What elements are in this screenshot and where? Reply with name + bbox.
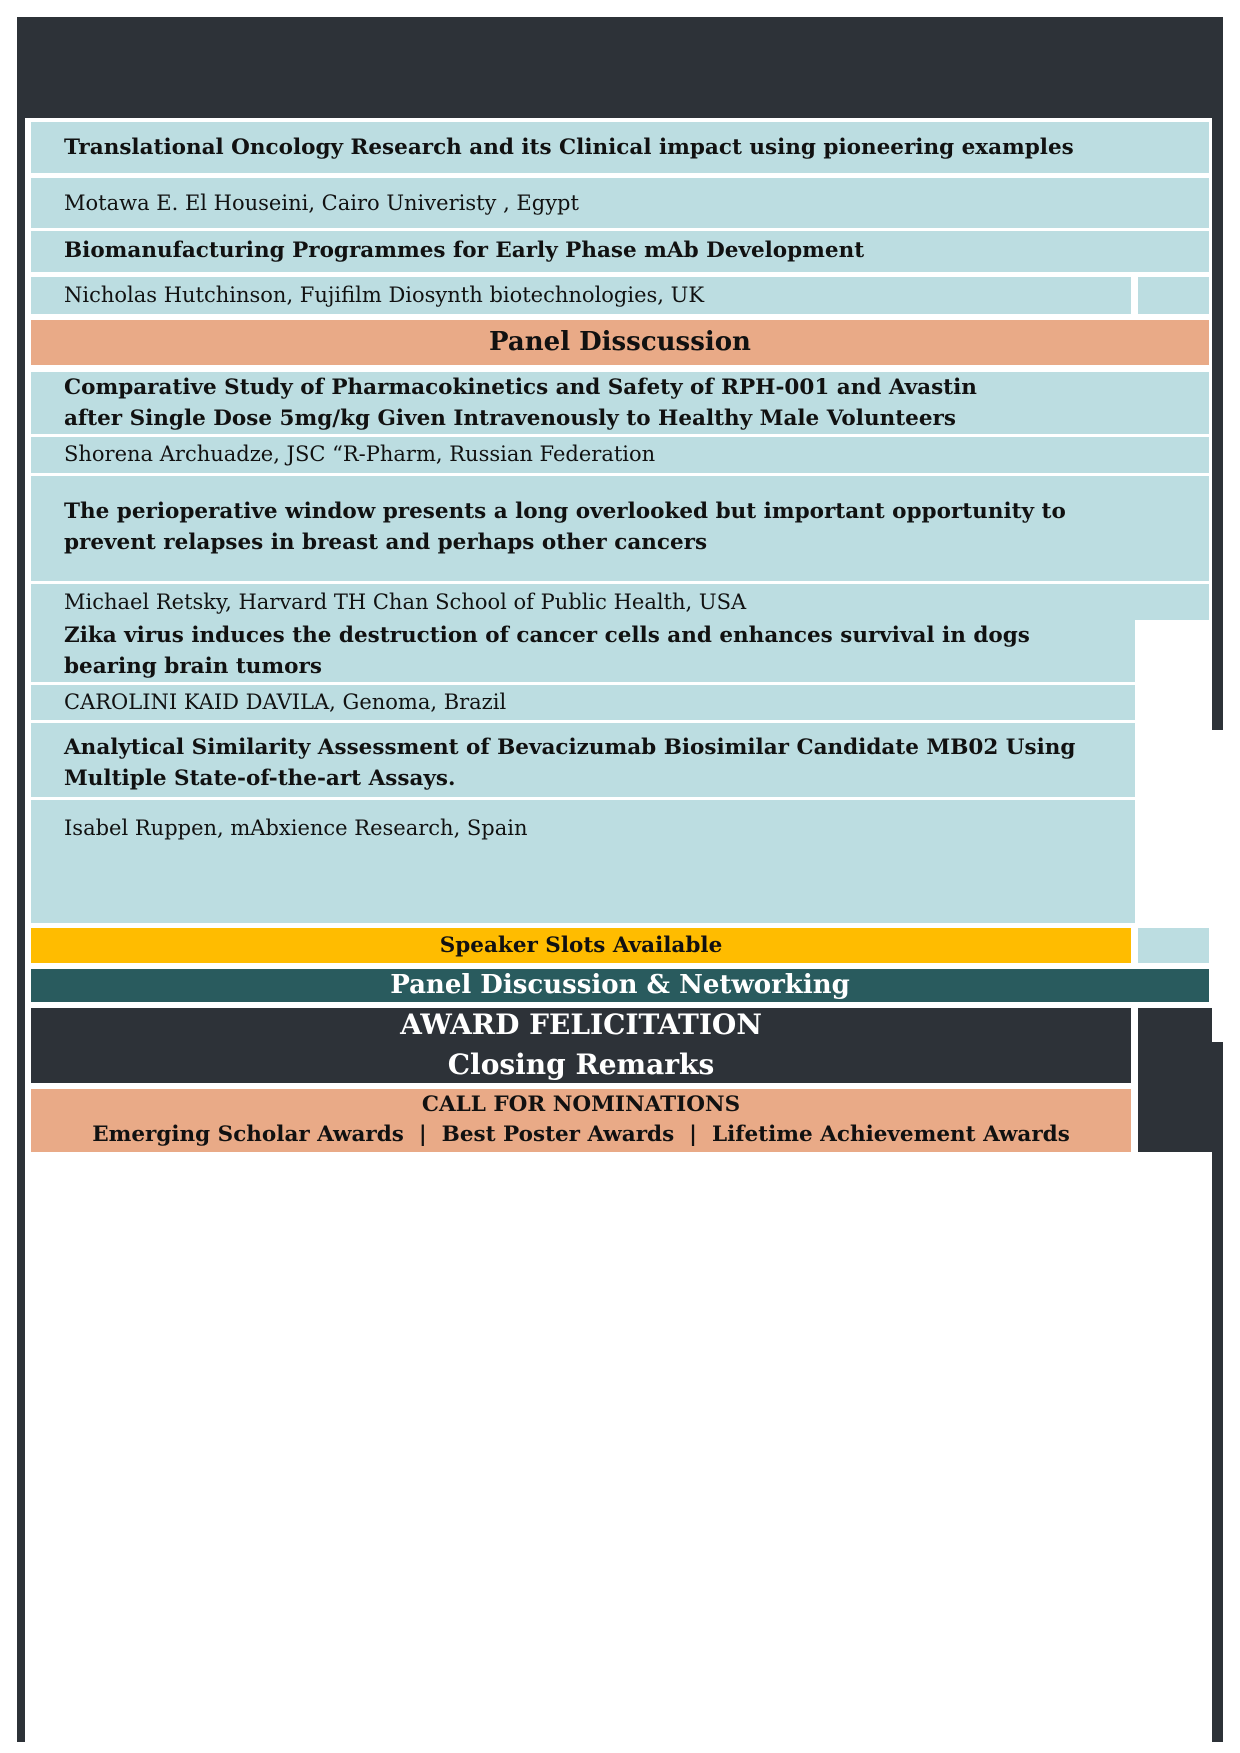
- right-frame-gap: [1212, 730, 1223, 1042]
- session-title-row: [31, 476, 1209, 581]
- session-title: Analytical Similarity Assessment of Bevacizumab Biosimilar Candidate MB02 Using Multiple State-of-the-art Assays.: [64, 735, 1076, 791]
- nominations-heading: CALL FOR NOMINATIONS: [421, 1092, 741, 1117]
- header-banner: [17, 17, 1223, 118]
- session-title-row: [31, 723, 1135, 797]
- session-title: Zika virus induces the destruction of cancer cells and enhances survival in dogs bearing brain tumors: [64, 623, 1030, 679]
- session-speaker: Motawa E. El Houseini, Cairo Univeristy , Egypt: [64, 191, 579, 215]
- session-title: The perioperative window presents a long overlooked but important opportunity to prevent relapses in breast and perhaps other cancers: [64, 499, 1066, 555]
- networking-label: Panel Discussion & Networking: [390, 970, 850, 1000]
- session-speaker: Isabel Ruppen, mAbxience Research, Spain: [64, 816, 528, 840]
- session-speaker: Shorena Archuadze, JSC “R-Pharm, Russian Federation: [64, 442, 656, 466]
- right-frame-lower: [1212, 1042, 1223, 1742]
- session-speaker: Michael Retsky, Harvard TH Chan School of Public Health, USA: [64, 590, 747, 614]
- session-speaker-row: [31, 685, 1135, 720]
- side-cell: [1138, 277, 1209, 314]
- session-title: Translational Oncology Research and its Clinical impact using pioneering examples: [64, 135, 1074, 160]
- session-title-row: [31, 122, 1209, 173]
- session-speaker-row: [31, 800, 1135, 923]
- side-dark-block: [1138, 1008, 1212, 1152]
- networking-banner: [31, 969, 1209, 1002]
- left-frame-border: [17, 17, 25, 1742]
- session-title: Biomanufacturing Programmes for Early Phase mAb Development: [64, 238, 865, 263]
- panel-discussion-label: Panel Disscussion: [489, 327, 751, 357]
- session-speaker-row: [31, 178, 1209, 228]
- session-title-line-2: after Single Dose 5mg/kg Given Intravenously to Healthy Male Volunteers: [64, 406, 956, 431]
- panel-discussion-banner: [31, 320, 1209, 365]
- speaker-slots-banner: [31, 928, 1131, 963]
- closing-remarks-label: Closing Remarks: [447, 1048, 715, 1081]
- session-speaker-row: [31, 437, 1209, 473]
- side-cell: [1138, 928, 1209, 963]
- session-title-row: [31, 372, 1209, 434]
- session-speaker-row: [31, 584, 1209, 620]
- session-speaker: Nicholas Hutchinson, Fujifilm Diosynth biotechnologies, UK: [64, 283, 705, 307]
- nominations-awards: Emerging Scholar Awards | Best Poster Awards | Lifetime Achievement Awards: [92, 1122, 1070, 1147]
- session-speaker: CAROLINI KAID DAVILA, Genoma, Brazil: [64, 690, 507, 714]
- nominations-banner: [31, 1089, 1131, 1152]
- award-felicitation-label: AWARD FELICITATION: [400, 1008, 762, 1041]
- session-speaker-row: [31, 277, 1131, 314]
- session-title-row: [31, 620, 1135, 682]
- speaker-slots-label: Speaker Slots Available: [439, 933, 723, 958]
- session-title-row: [31, 231, 1209, 272]
- session-title-line-1: Comparative Study of Pharmacokinetics and Safety of RPH-001 and Avastin: [64, 375, 977, 400]
- closing-banner: [31, 1008, 1131, 1083]
